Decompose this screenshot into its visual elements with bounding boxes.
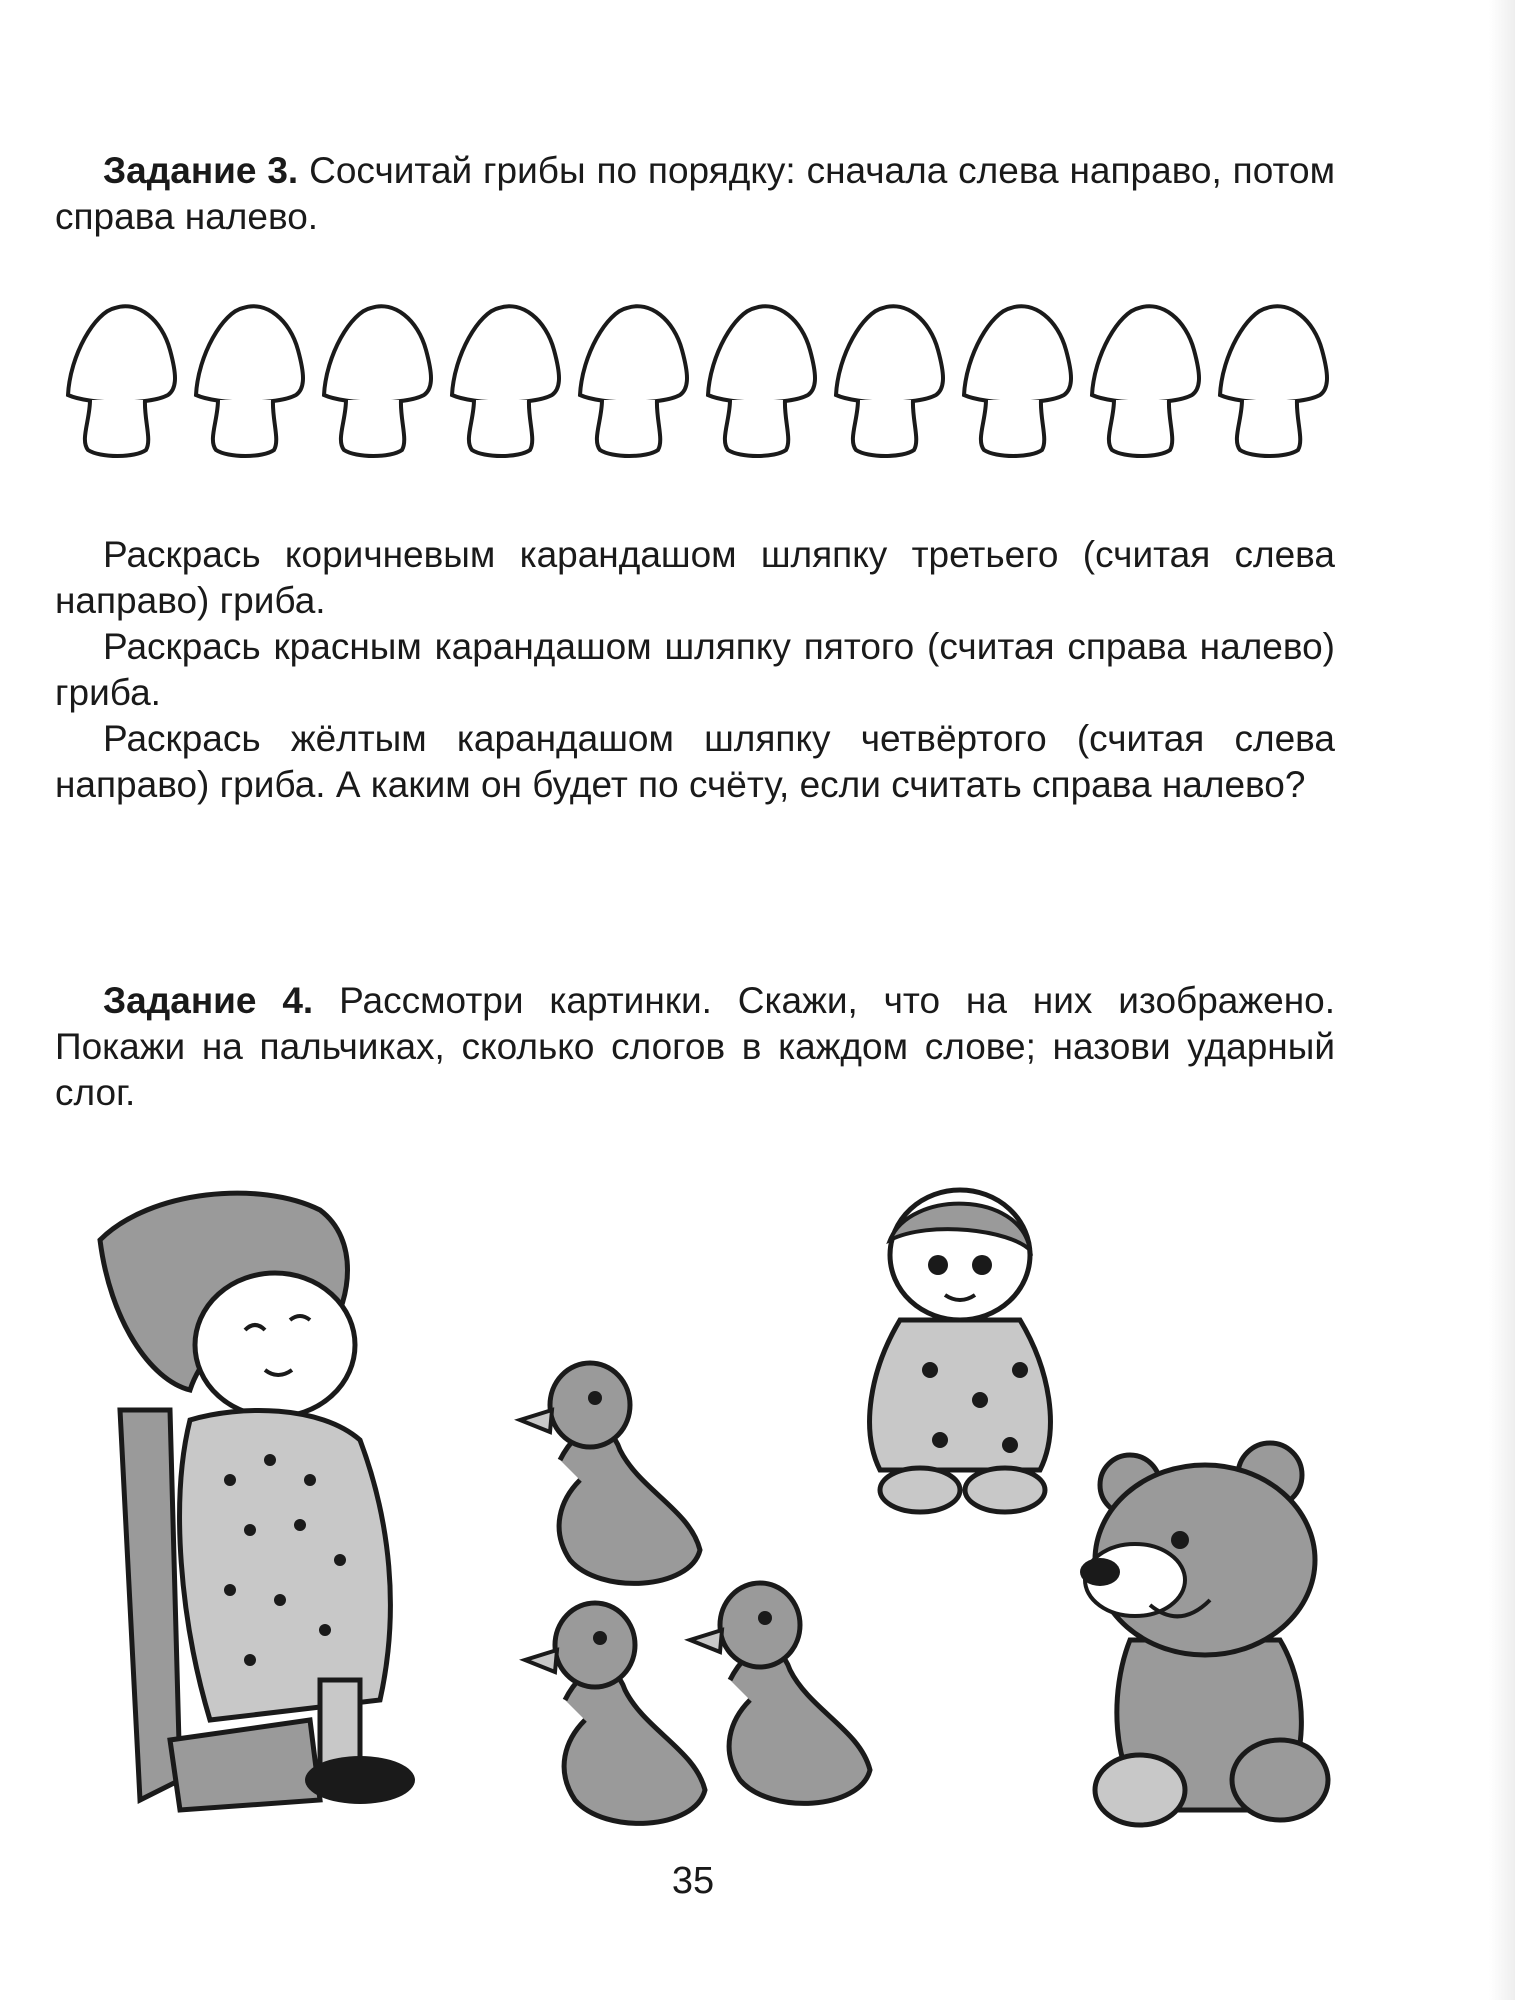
duckling-3 [690, 1583, 870, 1803]
instructions-block [55, 532, 1335, 808]
task3-label: Задание 3. [103, 150, 299, 191]
mushroom-outline-icon [708, 306, 815, 456]
page-number: 35 [671, 1860, 715, 1902]
mushroom-row [50, 300, 1350, 460]
duckling-2 [525, 1603, 705, 1823]
mushroom-outline-icon [1092, 306, 1199, 456]
mushroom-outline-icon [68, 306, 175, 456]
instruction-2: Раскрась красным карандашом шляпку пятого (считая справа налево) гриба. [55, 626, 1335, 713]
instruction-1: Раскрась коричневым карандашом шляпку третьего (считая слева направо) гриба. [55, 534, 1335, 621]
mushroom-outline-icon [324, 306, 431, 456]
task3-text: Сосчитай грибы по порядку: сначала слева направо, потом справа налево. [55, 150, 1336, 237]
task4-label: Задание 4. [103, 980, 314, 1021]
task4-text: Рассмотри картинки. Скажи, что на них изображено. Покажи на пальчиках, сколько слогов в каждом слове; назови ударный слог. [55, 980, 1335, 1113]
page-edge-shadow [1489, 0, 1515, 2000]
teddy-bear-illustration [1070, 1440, 1340, 1830]
girl-in-chair-illustration [60, 1180, 480, 1820]
task4-block [55, 978, 1335, 1116]
mushroom-outline-icon [452, 306, 559, 456]
mushroom-outline-icon [836, 306, 943, 456]
mushroom-outline-icon [1220, 306, 1327, 456]
task4-paragraph [55, 978, 1335, 1116]
instruction-3: Раскрась жёлтым карандашом шляпку четвёртого (считая слева направо) гриба. А каким он будет по счёту, если считать справа налево? [55, 718, 1335, 805]
mushroom-outline-icon [964, 306, 1071, 456]
task3-block [55, 148, 1335, 240]
duckling-1 [520, 1363, 700, 1583]
mushroom-outline-icon [196, 306, 303, 456]
task3-paragraph [55, 148, 1335, 240]
doll-illustration [820, 1170, 1080, 1520]
mushroom-outline-icon [580, 306, 687, 456]
